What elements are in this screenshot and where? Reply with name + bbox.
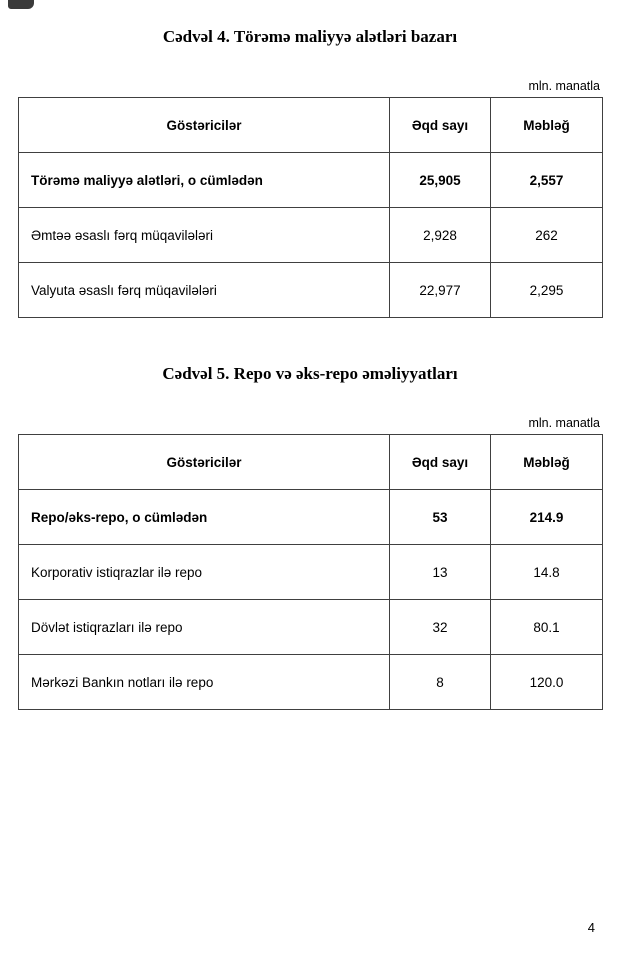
table5-header-amount: Məbləğ <box>491 435 603 490</box>
table4-title: Cədvəl 4. Törəmə maliyyə alətləri bazarı <box>162 27 458 46</box>
table-row <box>19 655 603 710</box>
table5-header-deal-count: Əqd sayı <box>390 435 491 490</box>
table-cell-amount: 214.9 <box>491 490 603 545</box>
table-cell-amount: 262 <box>491 208 603 263</box>
table5-header-row <box>19 435 603 490</box>
table-cell-label: Valyuta əsaslı fərq müqavilələri <box>19 263 390 318</box>
table-cell-label: Mərkəzi Bankın notları ilə repo <box>19 655 390 710</box>
table-cell-amount: 2,557 <box>491 153 603 208</box>
table-row <box>19 490 603 545</box>
table5-title: Cədvəl 5. Repo və əks-repo əməliyyatları <box>162 364 458 383</box>
table-cell-count: 32 <box>390 600 491 655</box>
scan-artifact <box>8 0 34 9</box>
table-cell-count: 8 <box>390 655 491 710</box>
table4-header-deal-count: Əqd sayı <box>390 98 491 153</box>
table-cell-count: 13 <box>390 545 491 600</box>
table5-header-indicator: Göstəricilər <box>19 435 390 490</box>
table-row <box>19 545 603 600</box>
table4-unit-note: mln. manatla <box>528 79 600 93</box>
table-cell-amount: 80.1 <box>491 600 603 655</box>
table-cell-count: 53 <box>390 490 491 545</box>
table-cell-count: 25,905 <box>390 153 491 208</box>
table-row <box>19 263 603 318</box>
table5 <box>18 434 603 710</box>
table-row <box>19 600 603 655</box>
page-number: 4 <box>587 920 595 935</box>
table4-header-indicator: Göstəricilər <box>19 98 390 153</box>
table-cell-count: 22,977 <box>390 263 491 318</box>
table4-header-row <box>19 98 603 153</box>
table-row <box>19 153 603 208</box>
table4-header-amount: Məbləğ <box>491 98 603 153</box>
table4 <box>18 97 603 318</box>
table-cell-amount: 2,295 <box>491 263 603 318</box>
table-cell-amount: 120.0 <box>491 655 603 710</box>
table-cell-label: Əmtəə əsaslı fərq müqavilələri <box>19 208 390 263</box>
table-cell-label: Dövlət istiqrazları ilə repo <box>19 600 390 655</box>
table-cell-label: Törəmə maliyyə alətləri, o cümlədən <box>19 153 390 208</box>
table-cell-count: 2,928 <box>390 208 491 263</box>
table-cell-amount: 14.8 <box>491 545 603 600</box>
table-row <box>19 208 603 263</box>
table5-unit-note: mln. manatla <box>528 416 600 430</box>
table-cell-label: Repo/əks-repo, o cümlədən <box>19 490 390 545</box>
table-cell-label: Korporativ istiqrazlar ilə repo <box>19 545 390 600</box>
